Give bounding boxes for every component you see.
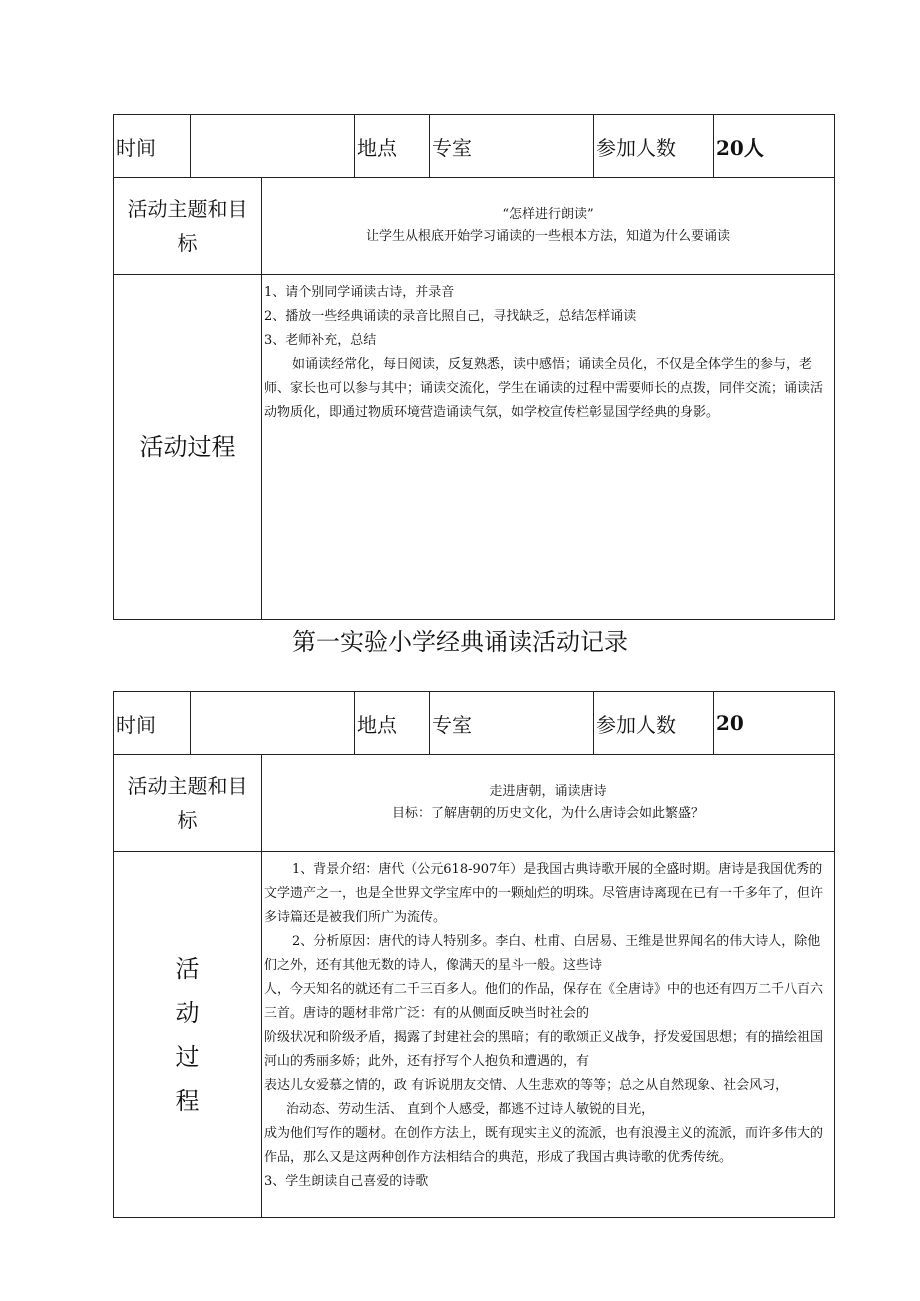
place-value: 专室 [430, 692, 594, 755]
process-label: 活动过程 [114, 275, 262, 620]
document-title: 第一实验小学经典诵读活动记录 [292, 628, 628, 656]
time-value [191, 692, 355, 755]
place-label: 地点 [355, 692, 430, 755]
time-value [191, 115, 355, 178]
theme-title: 走进唐朝，诵读唐诗 [489, 784, 607, 799]
theme-label: 活动主题和目 标 [114, 755, 262, 852]
process-paragraph: 阶级状况和阶级矛盾，揭露了封建社会的黑暗；有的歌颂正义战争，抒发爱国思想；有的描绘祖国河山的秀丽多娇；此外，还有抒写个人抱负和遭遇的，有 [264, 1030, 824, 1069]
activity-record-table-2 [113, 691, 835, 1218]
process-paragraph: 如诵读经常化，每日阅读，反复熟悉，读中感悟；诵读全员化，不仅是全体学生的参与，老师、家长也可以参与其中；诵读交流化，学生在诵读的过程中需要师长的点拨，同伴交流；诵读活动物质化，即通过物质环境营造诵读气氛，如学校宣传栏彰显国学经典的身影。 [264, 357, 824, 420]
process-paragraph: 治动态、劳动生活、 直到个人感受，都逃不过诗人敏锐的目光， [286, 1102, 655, 1117]
process-content [262, 275, 835, 620]
process-paragraph: 表达儿女爱慕之情的，政 有诉说朋友交情、人生悲欢的等等；总之从自然现象、社会风习， [264, 1078, 789, 1093]
theme-goal: 目标：了解唐朝的历史文化，为什么唐诗会如此繁盛？ [391, 806, 704, 821]
participants-label: 参加人数 [594, 115, 714, 178]
theme-goal: 让学生从根底开始学习诵读的一些根本方法，知道为什么要诵读 [365, 229, 730, 244]
process-step: 2、播放一些经典诵读的录音比照自己，寻找缺乏，总结怎样诵读 [264, 309, 637, 324]
participants-label: 参加人数 [594, 692, 714, 755]
process-label: 活 动 过 程 [114, 852, 262, 1218]
process-content [262, 852, 835, 1218]
theme-label: 活动主题和目 标 [114, 178, 262, 275]
process-paragraph: 1、背景介绍：唐代（公元618-907年）是我国古典诗歌开展的全盛时期。唐诗是我国优秀的文学遗产之一，也是全世界文学宝库中的一颗灿烂的明珠。尽管唐诗离现在已有一千多年了，但许多诗篇还是被我们所广为流传。 [264, 862, 824, 925]
theme-title: “怎样进行朗读” [502, 207, 594, 222]
process-step: 3、老师补充，总结 [264, 333, 377, 348]
process-paragraph: 成为他们写作的题材。在创作方法上，既有现实主义的流派，也有浪漫主义的流派，而许多伟大的作品，那么又是这两种创作方法相结合的典范，形成了我国古典诗歌的优秀传统。 [264, 1126, 824, 1165]
time-label: 时间 [114, 115, 191, 178]
participants-value: 20人 [714, 115, 835, 178]
place-value: 专室 [430, 115, 594, 178]
participants-value: 20 [714, 692, 835, 755]
process-step: 3、学生朗读自己喜爱的诗歌 [264, 1174, 429, 1189]
process-paragraph: 人，今天知名的就还有二千三百多人。他们的作品，保存在《全唐诗》中的也还有四万二千八百六三首。唐诗的题材非常广泛：有的从侧面反映当时社会的 [264, 982, 824, 1021]
process-paragraph: 2、分析原因：唐代的诗人特别多。李白、杜甫、白居易、王维是世界闻名的伟大诗人，除他们之外，还有其他无数的诗人，像满天的星斗一般。这些诗 [264, 934, 821, 973]
time-label: 时间 [114, 692, 191, 755]
process-step: 1、请个别同学诵读古诗，并录音 [264, 285, 455, 300]
theme-content [262, 755, 835, 852]
place-label: 地点 [355, 115, 430, 178]
activity-record-table-1 [113, 114, 835, 620]
theme-content [262, 178, 835, 275]
